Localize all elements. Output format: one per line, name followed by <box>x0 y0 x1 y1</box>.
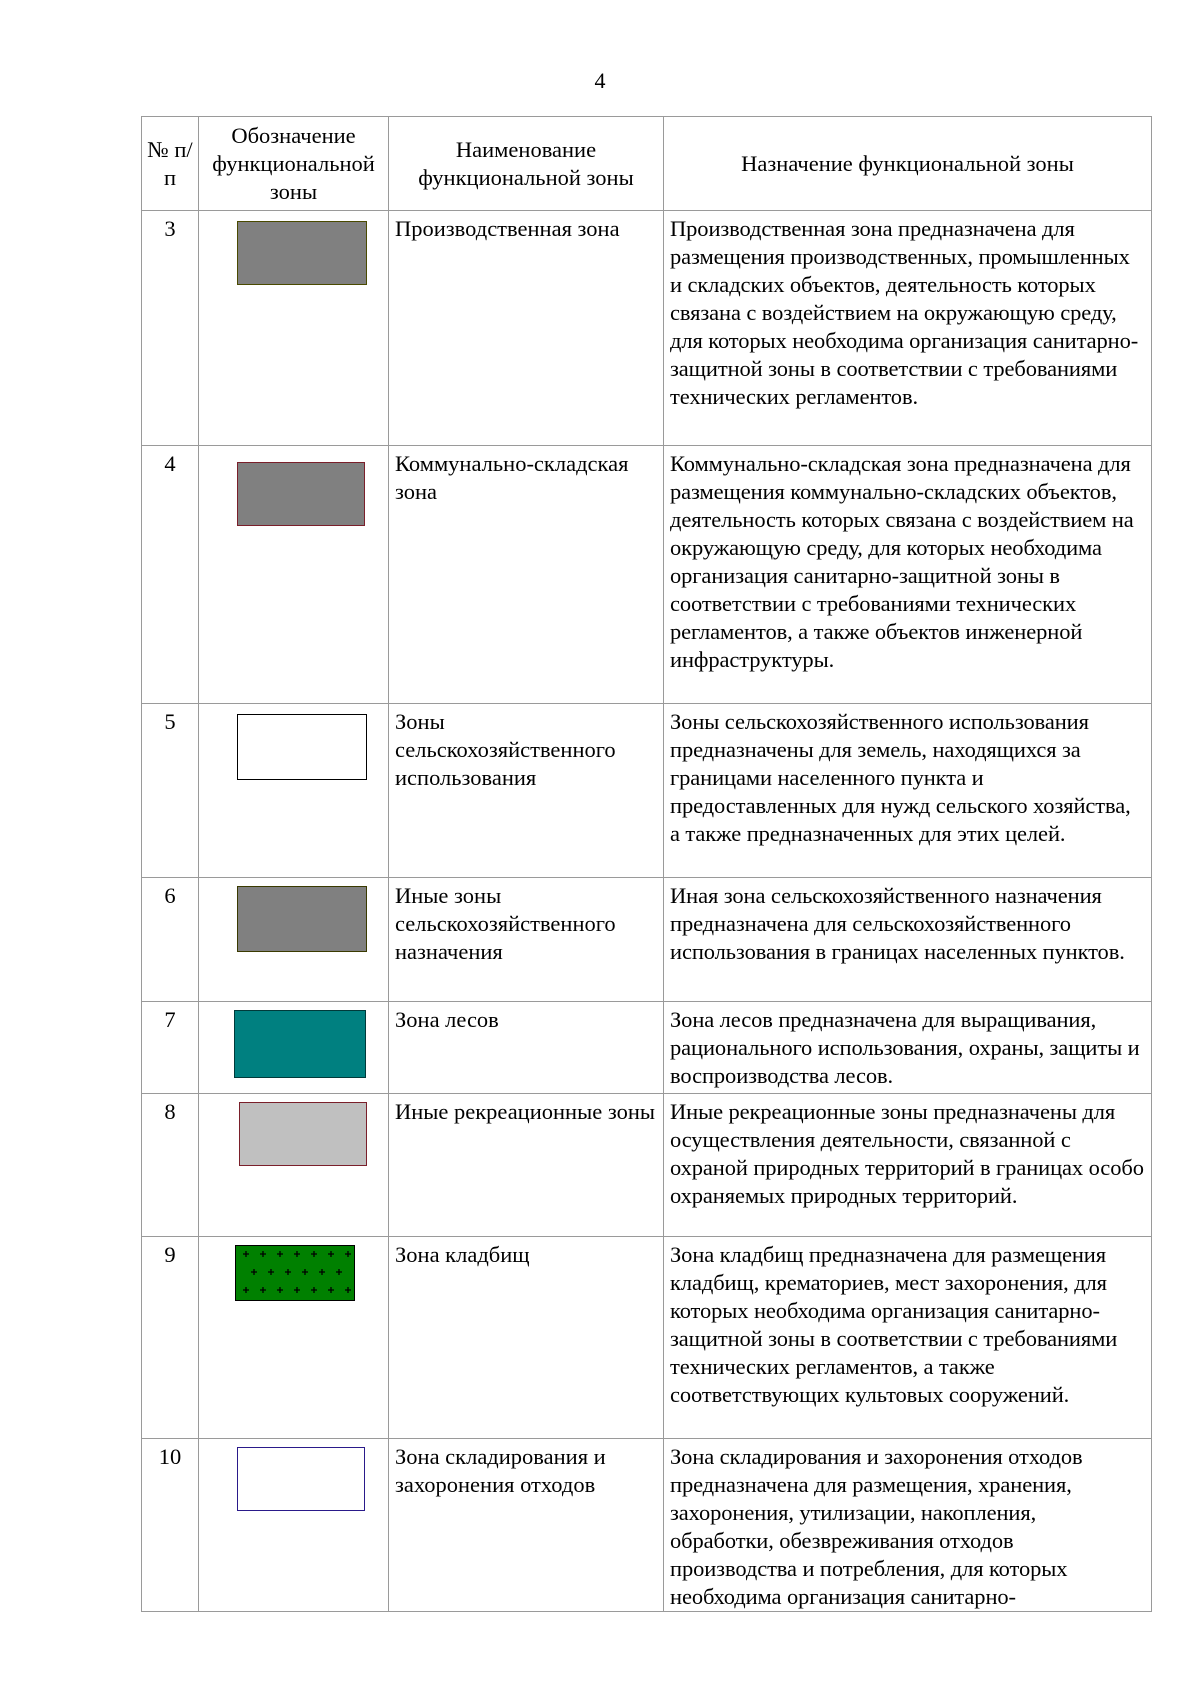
row-number: 5 <box>142 704 199 878</box>
table-row <box>142 211 1152 446</box>
table-row <box>142 704 1152 878</box>
zone-swatch <box>235 1245 355 1301</box>
row-number: 10 <box>142 1439 199 1612</box>
cross-mark <box>345 1251 351 1257</box>
cross-mark <box>328 1251 334 1257</box>
zone-symbol-cell <box>199 1439 389 1612</box>
cross-mark <box>336 1269 342 1275</box>
cross-mark <box>243 1251 249 1257</box>
table-row <box>142 1094 1152 1237</box>
zone-symbol-cell <box>199 1002 389 1094</box>
cross-mark <box>294 1251 300 1257</box>
table-row <box>142 1002 1152 1094</box>
zone-symbol-cell <box>199 1237 389 1439</box>
cross-mark <box>260 1251 266 1257</box>
zone-swatch <box>239 1102 367 1166</box>
header-symbol: Обозначение функциональной зоны <box>199 117 389 211</box>
zone-purpose: Коммунально-складская зона предназначена для размещения коммунально-складских объектов, деятельность которых связана с воздействием на окружающую среду, для которых необходима организация санитарно-защитной зоны в соответствии с требованиями технических регламентов, а также объектов инженерной инфраструктуры. <box>664 446 1152 704</box>
cross-mark <box>285 1269 291 1275</box>
zone-swatch <box>237 714 367 780</box>
table-header-row <box>142 117 1152 211</box>
zone-name: Зоны сельскохозяйственного использования <box>389 704 664 878</box>
zone-swatch <box>237 1447 365 1511</box>
zone-purpose: Зона складирования и захоронения отходов предназначена для размещения, хранения, захоронения, утилизации, накопления, обработки, обезвреживания отходов производства и потребления, для которых необходима организация санитарно- <box>664 1439 1152 1612</box>
cross-mark <box>277 1287 283 1293</box>
zone-symbol-cell <box>199 211 389 446</box>
header-purpose: Назначение функциональной зоны <box>664 117 1152 211</box>
zone-symbol-cell <box>199 1094 389 1237</box>
zone-swatch <box>234 1010 366 1078</box>
table-row <box>142 878 1152 1002</box>
zone-name: Зона складирования и захоронения отходов <box>389 1439 664 1612</box>
row-number: 3 <box>142 211 199 446</box>
zone-purpose: Производственная зона предназначена для размещения производственных, промышленных и складских объектов, деятельность которых связана с воздействием на окружающую среду, для которых необходима организация санитарно-защитной зоны в соответствии с требованиями технических регламентов. <box>664 211 1152 446</box>
zone-swatch <box>237 886 367 952</box>
cemetery-cross-pattern <box>236 1246 354 1300</box>
zone-swatch <box>237 221 367 285</box>
zone-name: Иные рекреационные зоны <box>389 1094 664 1237</box>
zone-swatch <box>237 462 365 526</box>
table-row <box>142 446 1152 704</box>
zone-symbol-cell <box>199 446 389 704</box>
row-number: 4 <box>142 446 199 704</box>
header-number: № п/п <box>142 117 199 211</box>
cross-mark <box>294 1287 300 1293</box>
zone-name: Производственная зона <box>389 211 664 446</box>
cross-mark <box>328 1287 334 1293</box>
zone-name: Иные зоны сельскохозяйственного назначения <box>389 878 664 1002</box>
cross-mark <box>260 1287 266 1293</box>
table-row <box>142 1439 1152 1612</box>
zone-name: Зона лесов <box>389 1002 664 1094</box>
row-number: 7 <box>142 1002 199 1094</box>
row-number: 9 <box>142 1237 199 1439</box>
cross-mark <box>268 1269 274 1275</box>
row-number: 6 <box>142 878 199 1002</box>
cross-mark <box>319 1269 325 1275</box>
cross-mark <box>277 1251 283 1257</box>
zone-purpose: Иные рекреационные зоны предназначены для осуществления деятельности, связанной с охраной природных территорий в границах особо охраняемых природных территорий. <box>664 1094 1152 1237</box>
functional-zones-table <box>141 116 1152 1612</box>
zone-symbol-cell <box>199 878 389 1002</box>
page-number: 4 <box>594 68 606 93</box>
zone-name: Коммунально-складская зона <box>389 446 664 704</box>
table-row <box>142 1237 1152 1439</box>
zone-name: Зона кладбищ <box>389 1237 664 1439</box>
cross-mark <box>243 1287 249 1293</box>
zone-purpose: Зоны сельскохозяйственного использования предназначены для земель, находящихся за границами населенного пункта и предоставленных для нужд сельского хозяйства, а также предназначенных для этих целей. <box>664 704 1152 878</box>
cross-mark <box>345 1287 351 1293</box>
cross-mark <box>251 1269 257 1275</box>
zone-purpose: Иная зона сельскохозяйственного назначения предназначена для сельскохозяйственного использования в границах населенных пунктов. <box>664 878 1152 1002</box>
cross-mark <box>311 1251 317 1257</box>
zone-purpose: Зона лесов предназначена для выращивания, рационального использования, охраны, защиты и воспроизводства лесов. <box>664 1002 1152 1094</box>
zone-symbol-cell <box>199 704 389 878</box>
zone-purpose: Зона кладбищ предназначена для размещения кладбищ, крематориев, мест захоронения, для которых необходима организация санитарно-защитной зоны в соответствии с требованиями технических регламентов, а также соответствующих культовых сооружений. <box>664 1237 1152 1439</box>
header-name: Наименование функциональной зоны <box>389 117 664 211</box>
cross-mark <box>311 1287 317 1293</box>
cross-mark <box>302 1269 308 1275</box>
row-number: 8 <box>142 1094 199 1237</box>
